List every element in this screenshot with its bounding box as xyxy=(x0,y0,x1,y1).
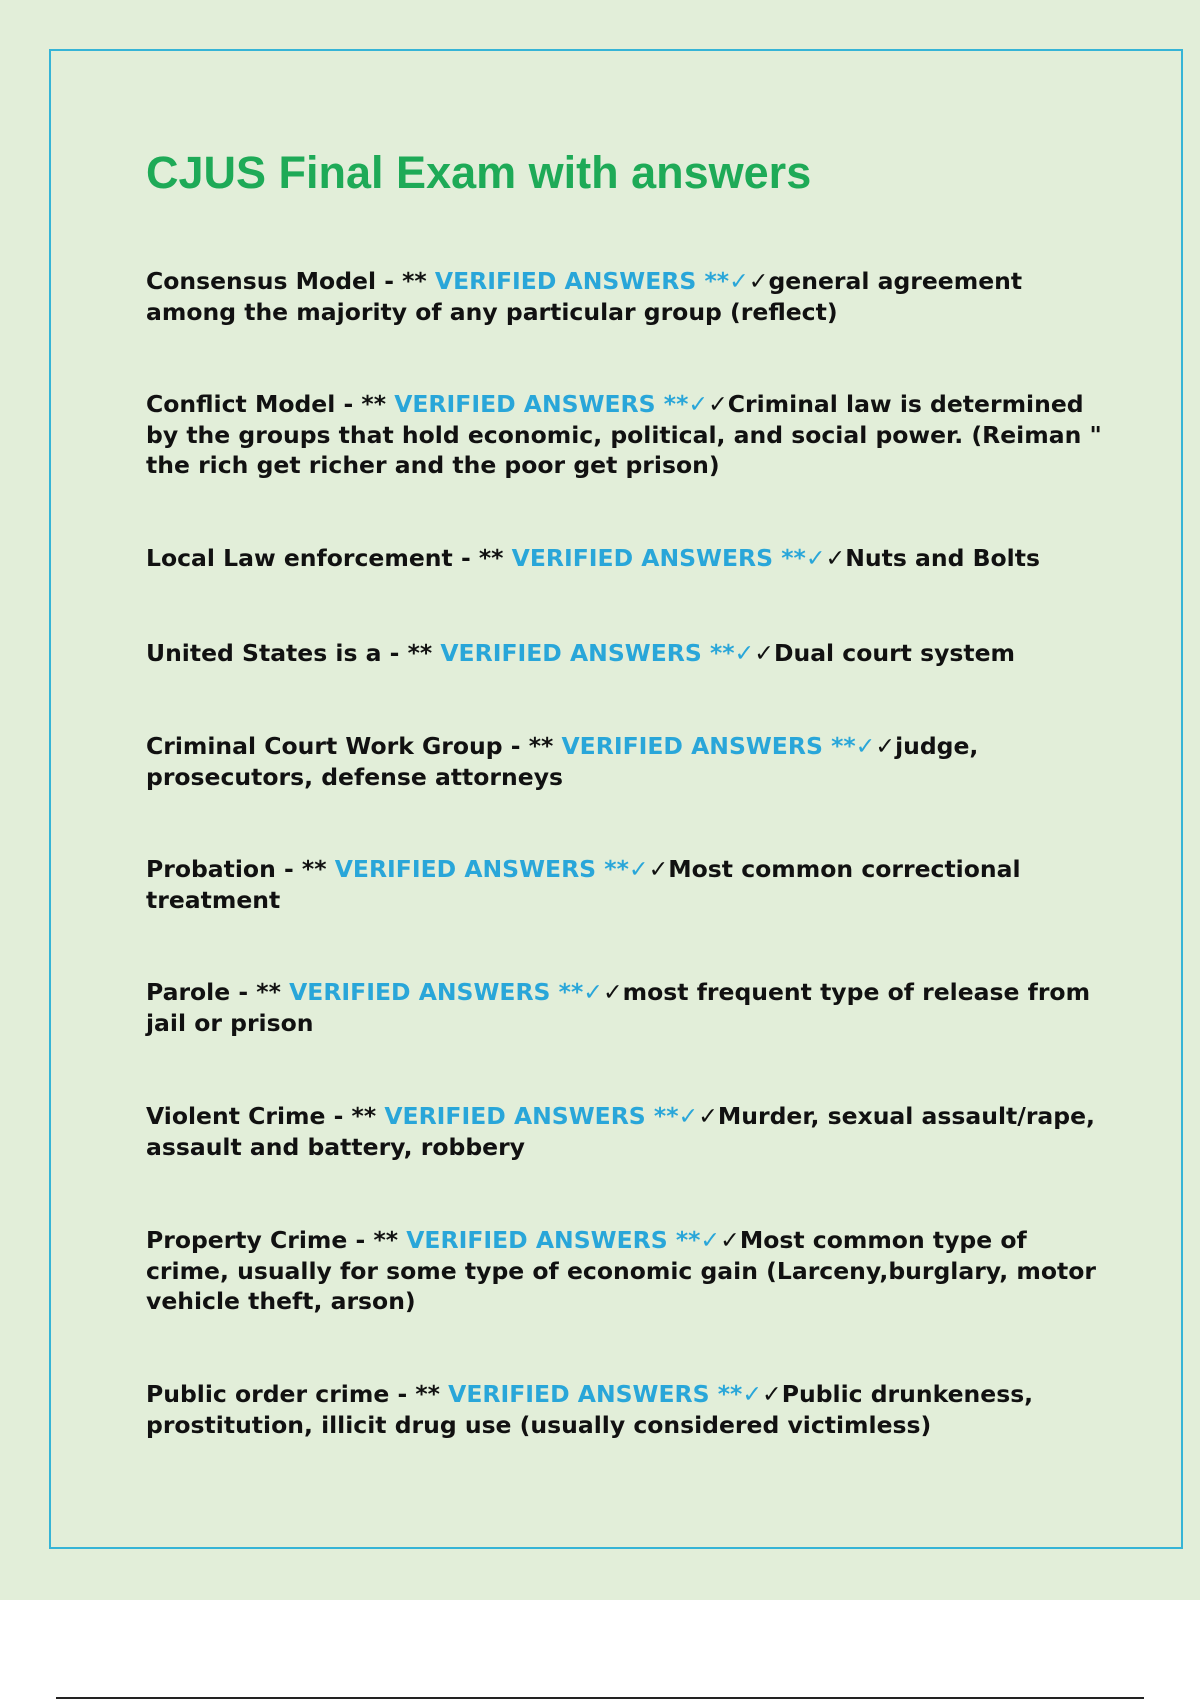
check-icon: ✓ xyxy=(742,1380,763,1408)
entry-answer: Criminal law is determined by the groups that hold economic, political, and social power. (Reiman " the rich get richer and the poor get prison) xyxy=(146,390,1102,479)
entry-separator: - ** xyxy=(347,1226,407,1254)
check-icon: ✓ xyxy=(825,544,846,572)
entry-answer: Murder, sexual assault/rape, assault and battery, robbery xyxy=(146,1102,1095,1161)
qa-entry-parole xyxy=(146,977,1106,1038)
footer-divider xyxy=(56,1697,1144,1699)
entry-separator: - ** xyxy=(325,1102,385,1130)
entry-answer: Public drunkeness, prostitution, illicit drug use (usually considered victimless) xyxy=(146,1380,1034,1439)
check-icon: ✓ xyxy=(700,1226,721,1254)
entry-separator: - ** xyxy=(275,855,335,883)
check-icon: ✓ xyxy=(688,390,709,418)
qa-entry-conflict-model xyxy=(146,389,1106,481)
entry-separator: - ** xyxy=(376,267,435,295)
entry-answer: Nuts and Bolts xyxy=(845,544,1040,572)
check-icon: ✓ xyxy=(678,1102,699,1130)
verified-suffix: ** xyxy=(550,978,584,1006)
entry-term: Parole xyxy=(146,978,231,1006)
check-icon: ✓ xyxy=(698,1102,718,1130)
check-icon: ✓ xyxy=(855,732,876,760)
entry-term: Public order crime xyxy=(146,1380,390,1408)
entry-answer: Most common correctional treatment xyxy=(146,855,1021,914)
entry-separator: - ** xyxy=(452,544,512,572)
verified-suffix: ** xyxy=(667,1226,701,1254)
entry-separator: - ** xyxy=(230,978,290,1006)
check-icon: ✓ xyxy=(729,267,749,295)
verified-suffix: ** xyxy=(822,732,856,760)
verified-answers-label: VERIFIED ANSWERS xyxy=(448,1380,710,1408)
entry-answer: Dual court system xyxy=(773,639,1016,667)
verified-answers-label: VERIFIED ANSWERS xyxy=(394,390,656,418)
verified-answers-label: VERIFIED ANSWERS xyxy=(561,732,823,760)
verified-answers-label: VERIFIED ANSWERS xyxy=(511,544,774,572)
verified-suffix: ** xyxy=(645,1102,679,1130)
entry-answer: Most common type of crime, usually for some type of economic gain (Larceny,burglary, motor vehicle theft, arson) xyxy=(146,1226,1096,1315)
check-icon: ✓ xyxy=(748,267,769,295)
check-icon: ✓ xyxy=(875,732,896,760)
qa-entry-united-states xyxy=(146,638,1106,669)
entry-term: Property Crime xyxy=(146,1226,348,1254)
verified-suffix: ** xyxy=(696,267,730,295)
entry-term: Consensus Model xyxy=(146,267,377,295)
check-icon: ✓ xyxy=(628,855,649,883)
check-icon: ✓ xyxy=(754,639,774,667)
check-icon: ✓ xyxy=(648,855,669,883)
check-icon: ✓ xyxy=(583,978,603,1006)
check-icon: ✓ xyxy=(805,544,826,572)
entry-answer: general agreement among the majority of any particular group (reflect) xyxy=(146,267,1023,326)
check-icon: ✓ xyxy=(734,639,755,667)
verified-suffix: ** xyxy=(655,390,689,418)
entry-term: United States is a xyxy=(146,639,382,667)
verified-answers-label: VERIFIED ANSWERS xyxy=(434,267,697,295)
qa-entry-consensus-model xyxy=(146,266,1106,327)
qa-entry-property-crime xyxy=(146,1225,1106,1317)
verified-answers-label: VERIFIED ANSWERS xyxy=(289,978,551,1006)
entry-term: Criminal Court Work Group xyxy=(146,732,503,760)
verified-suffix: ** xyxy=(701,639,735,667)
qa-entry-public-order-crime xyxy=(146,1379,1106,1440)
entry-term: Local Law enforcement xyxy=(146,544,453,572)
entry-separator: - ** xyxy=(502,732,562,760)
verified-suffix: ** xyxy=(773,544,806,572)
check-icon: ✓ xyxy=(720,1226,740,1254)
qa-entry-probation xyxy=(146,854,1106,915)
document-title: CJUS Final Exam with answers xyxy=(146,147,812,198)
check-icon: ✓ xyxy=(708,390,728,418)
verified-suffix: ** xyxy=(596,855,629,883)
qa-entry-local-law-enforcement xyxy=(146,543,1106,574)
entry-term: Probation xyxy=(146,855,276,883)
verified-answers-label: VERIFIED ANSWERS xyxy=(384,1102,646,1130)
verified-answers-label: VERIFIED ANSWERS xyxy=(334,855,597,883)
entry-answer: judge, prosecutors, defense attorneys xyxy=(146,732,979,791)
entry-separator: - ** xyxy=(381,639,441,667)
verified-suffix: ** xyxy=(709,1380,743,1408)
qa-entry-criminal-court-work-group xyxy=(146,731,1106,792)
entry-answer: most frequent type of release from jail or prison xyxy=(146,978,1091,1037)
check-icon: ✓ xyxy=(602,978,623,1006)
verified-answers-label: VERIFIED ANSWERS xyxy=(406,1226,668,1254)
entry-term: Conflict Model xyxy=(146,390,336,418)
verified-answers-label: VERIFIED ANSWERS xyxy=(440,639,702,667)
entry-separator: - ** xyxy=(389,1380,449,1408)
check-icon: ✓ xyxy=(762,1380,782,1408)
entry-separator: - ** xyxy=(335,390,395,418)
qa-entry-violent-crime xyxy=(146,1101,1106,1162)
entry-term: Violent Crime xyxy=(146,1102,326,1130)
